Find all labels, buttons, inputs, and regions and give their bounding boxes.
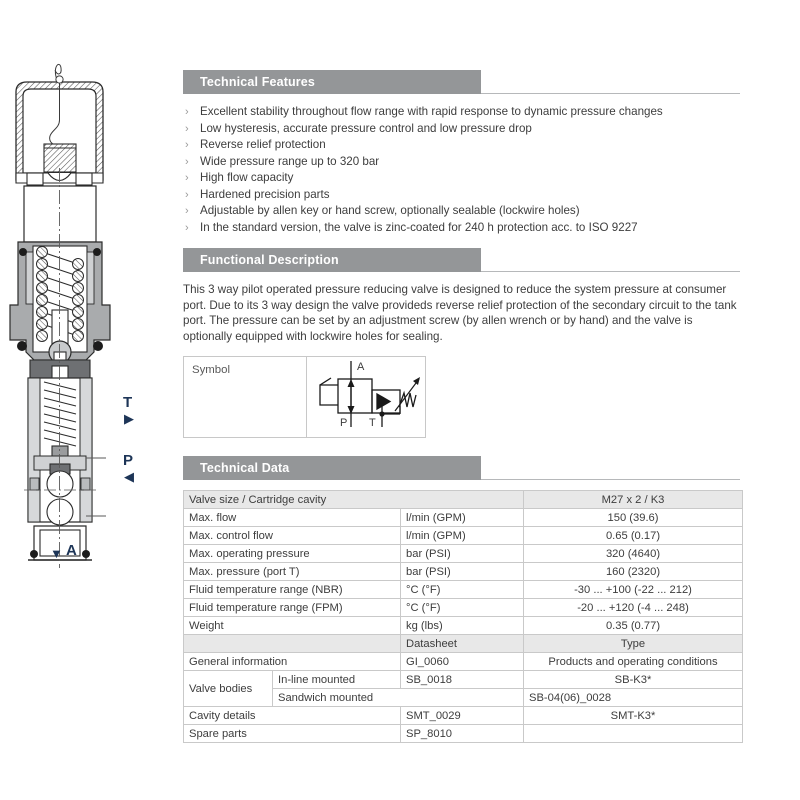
port-label-a: A (66, 542, 78, 559)
table-cell: Max. control flow (184, 527, 401, 545)
table-cell: Sandwich mounted (273, 689, 524, 707)
table-cell: 0.65 (0.17) (524, 527, 743, 545)
table-row (184, 563, 743, 581)
section-header-technical-features (183, 70, 783, 94)
table-row (184, 491, 743, 509)
content-column (183, 0, 783, 800)
symbol-port-t-label: T (369, 417, 376, 429)
table-cell: In-line mounted (273, 671, 401, 689)
section-header-bar (183, 248, 481, 272)
table-row (184, 635, 743, 653)
section-title: Technical Data (200, 461, 290, 475)
table-cell: Datasheet (401, 635, 524, 653)
section-header-technical-data (183, 456, 783, 480)
section-title: Technical Features (200, 75, 316, 89)
table-cell: Valve size / Cartridge cavity (184, 491, 524, 509)
feature-text: Reverse relief protection (200, 138, 326, 151)
table-cell: l/min (GPM) (401, 509, 524, 527)
technical-features-list (183, 94, 783, 236)
chevron-right-icon: › (185, 172, 189, 184)
table-cell: SB-04(06)_0028 (524, 689, 743, 707)
table-cell (524, 725, 743, 743)
table-row (184, 671, 743, 689)
table-cell: Cavity details (184, 707, 401, 725)
table-cell: °C (°F) (401, 599, 524, 617)
symbol-box (183, 356, 426, 438)
table-cell: bar (PSI) (401, 545, 524, 563)
chevron-right-icon: › (185, 188, 189, 201)
table-cell: Type (524, 635, 743, 653)
table-cell: SP_8010 (401, 725, 524, 743)
table-cell: 160 (2320) (524, 563, 743, 581)
table-row (184, 527, 743, 545)
table-cell (184, 635, 401, 653)
feature-text: Adjustable by allen key or hand screw, optionally sealable (lockwire holes) (200, 204, 580, 217)
feature-item (183, 220, 783, 237)
feature-item (183, 154, 783, 171)
feature-text: Wide pressure range up to 320 bar (200, 154, 380, 168)
symbol-label: Symbol (184, 357, 307, 437)
table-row (184, 653, 743, 671)
hydraulic-symbol-svg (307, 357, 425, 437)
symbol-diagram (307, 357, 425, 437)
table-cell: bar (PSI) (401, 563, 524, 581)
section-header-bar (183, 456, 481, 480)
table-cell: SB_0018 (401, 671, 524, 689)
table-row (184, 725, 743, 743)
chevron-right-icon: › (185, 139, 189, 151)
chevron-right-icon: › (185, 155, 189, 168)
valve-cross-section-figure (0, 60, 180, 570)
feature-item (183, 203, 783, 220)
chevron-right-icon: › (185, 122, 189, 135)
table-cell: GI_0060 (401, 653, 524, 671)
port-arrow-t-icon: ▶ (124, 411, 134, 426)
feature-item (183, 104, 783, 121)
table-row (184, 599, 743, 617)
functional-description-text: This 3 way pilot operated pressure reducing valve is designed to reduce the system pressure at consumer port. Due to its 3 way design the valve provideds reverse relief protection of the secondary circuit to the tank port. The pressure can be set by an adjustment screw (by allen wrench or by hand) and the valve is optionally equipped with lockwire holes for sealing. (183, 283, 737, 343)
table-row (184, 617, 743, 635)
table-cell: Valve bodies (184, 671, 273, 707)
feature-item (183, 137, 783, 154)
table-cell: Max. flow (184, 509, 401, 527)
section-rule (481, 479, 740, 480)
table-cell: Products and operating conditions (524, 653, 743, 671)
table-cell: SMT-K3* (524, 707, 743, 725)
port-arrow-p-icon: ◀ (124, 469, 134, 484)
section-header-bar (183, 70, 481, 94)
section-rule (481, 93, 740, 94)
port-label-t: T (123, 394, 133, 411)
chevron-right-icon: › (185, 205, 189, 217)
table-cell: Fluid temperature range (FPM) (184, 599, 401, 617)
feature-text: Hardened precision parts (200, 187, 330, 201)
section-rule (481, 271, 740, 272)
table-cell: SB-K3* (524, 671, 743, 689)
table-cell: -20 ... +120 (-4 ... 248) (524, 599, 743, 617)
port-label-p: P (123, 452, 134, 469)
feature-text: Low hysteresis, accurate pressure control and low pressure drop (200, 121, 532, 135)
feature-item (183, 170, 783, 187)
table-cell: °C (°F) (401, 581, 524, 599)
table-cell: kg (lbs) (401, 617, 524, 635)
section-header-functional-description (183, 248, 783, 272)
table-cell: 150 (39.6) (524, 509, 743, 527)
table-cell: Fluid temperature range (NBR) (184, 581, 401, 599)
table-cell: l/min (GPM) (401, 527, 524, 545)
table-row (184, 707, 743, 725)
symbol-port-p-label: P (340, 417, 348, 429)
table-cell: SMT_0029 (401, 707, 524, 725)
table-cell: Max. operating pressure (184, 545, 401, 563)
table-cell: Max. pressure (port T) (184, 563, 401, 581)
chevron-right-icon: › (185, 221, 189, 234)
table-cell: M27 x 2 / K3 (524, 491, 743, 509)
feature-text: Excellent stability throughout flow range with rapid response to dynamic pressure changes (200, 105, 663, 118)
table-cell: Weight (184, 617, 401, 635)
table-cell: General information (184, 653, 401, 671)
technical-data-table (183, 490, 743, 743)
port-arrow-a-icon: ▼ (50, 546, 63, 561)
symbol-port-a-label: A (357, 361, 365, 373)
table-row (184, 581, 743, 599)
valve-drawing-svg (0, 60, 180, 570)
table-cell: -30 ... +100 (-22 ... 212) (524, 581, 743, 599)
feature-item (183, 187, 783, 204)
table-cell: 320 (4640) (524, 545, 743, 563)
section-title: Functional Description (200, 253, 339, 267)
table-row (184, 509, 743, 527)
chevron-right-icon: › (185, 106, 189, 118)
feature-text: High flow capacity (200, 171, 294, 184)
feature-item (183, 121, 783, 138)
table-row (184, 545, 743, 563)
feature-text: In the standard version, the valve is zinc-coated for 240 h protection acc. to ISO 9227 (200, 220, 638, 234)
table-cell: Spare parts (184, 725, 401, 743)
table-cell: 0.35 (0.77) (524, 617, 743, 635)
